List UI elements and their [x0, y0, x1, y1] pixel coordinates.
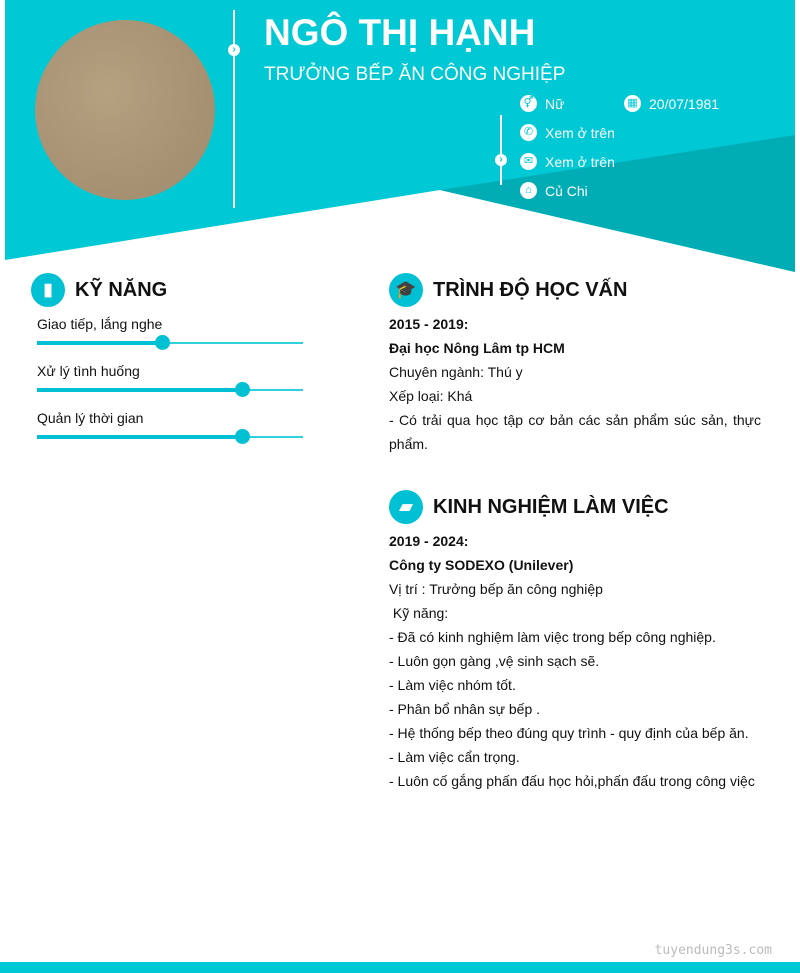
skill-label: Quản lý thời gian	[37, 410, 144, 426]
divider	[233, 10, 235, 208]
skill-bar-fill	[37, 435, 242, 439]
skills-heading: KỸ NĂNG	[75, 278, 168, 301]
exp-line: - Làm việc cẩn trọng.	[389, 749, 520, 765]
education-heading: TRÌNH ĐỘ HỌC VẤN	[433, 278, 628, 301]
skill-bar-fill	[37, 341, 162, 345]
skill-bar-knob	[155, 335, 170, 350]
chevron-right-icon: ›	[495, 154, 507, 166]
email: Xem ở trên	[545, 153, 615, 170]
avatar	[35, 20, 215, 200]
exp-line: - Làm việc nhóm tốt.	[389, 677, 516, 693]
graduation-cap-icon: 🎓	[389, 273, 423, 307]
skill-bar	[37, 342, 303, 344]
email-icon: ✉	[520, 153, 537, 170]
exp-line: - Hệ thống bếp theo đúng quy trình - quy định của bếp ăn.	[389, 725, 749, 741]
chevron-right-icon: ›	[228, 44, 240, 56]
footer-bar	[0, 962, 800, 973]
skill-item	[37, 410, 303, 438]
divider	[500, 115, 502, 185]
phone-icon: ✆	[520, 124, 537, 141]
skill-bar	[37, 389, 303, 391]
skill-bar	[37, 436, 303, 438]
calendar-icon: ▦	[624, 95, 641, 112]
skill-item	[37, 363, 303, 391]
skill-bar-knob	[235, 382, 250, 397]
gender-icon: ⚥	[520, 95, 537, 112]
address: Củ Chi	[545, 182, 588, 199]
edu-school: Đại học Nông Lâm tp HCM	[389, 340, 565, 356]
home-icon: ⌂	[520, 182, 537, 199]
experience-heading: KINH NGHIỆM LÀM VIỆC	[433, 495, 669, 518]
skill-bar-fill	[37, 388, 242, 392]
experience-section	[389, 529, 761, 793]
phone: Xem ở trên	[545, 124, 615, 141]
exp-company: Công ty SODEXO (Unilever)	[389, 557, 574, 573]
candidate-name: NGÔ THỊ HẠNH	[264, 12, 536, 53]
exp-line: - Luôn gọn gàng ,vệ sinh sạch sẽ.	[389, 653, 600, 669]
exp-period: 2019 - 2024:	[389, 533, 469, 549]
watermark: tuyendung3s.com	[654, 943, 772, 958]
bar-chart-icon: ▮	[31, 273, 65, 307]
exp-skills-label: Kỹ năng:	[389, 605, 449, 621]
edu-grade: Xếp loại: Khá	[389, 388, 473, 404]
edu-desc: - Có trải qua học tập cơ bản các sản phẩm súc sản, thực phẩm.	[389, 412, 761, 452]
edu-major: Chuyên ngành: Thú y	[389, 364, 523, 380]
skill-label: Xử lý tình huống	[37, 363, 140, 379]
exp-line: - Phân bổ nhân sự bếp .	[389, 701, 541, 717]
exp-line: - Đã có kinh nghiệm làm việc trong bếp công nghiệp.	[389, 629, 716, 645]
skill-label: Giao tiếp, lắng nghe	[37, 316, 163, 332]
dob: 20/07/1981	[649, 95, 720, 112]
job-title: TRƯỞNG BẾP ĂN CÔNG NGHIỆP	[264, 64, 566, 85]
exp-line: - Luôn cố gắng phấn đấu học hỏi,phấn đấu trong công việc	[389, 773, 755, 789]
edu-period: 2015 - 2019:	[389, 316, 469, 332]
skill-item	[37, 316, 303, 344]
gender: Nữ	[545, 95, 565, 112]
education-section	[389, 312, 761, 456]
exp-position: Vị trí : Trưởng bếp ăn công nghiệp	[389, 581, 603, 597]
briefcase-icon: ▰	[389, 490, 423, 524]
skill-bar-knob	[235, 429, 250, 444]
